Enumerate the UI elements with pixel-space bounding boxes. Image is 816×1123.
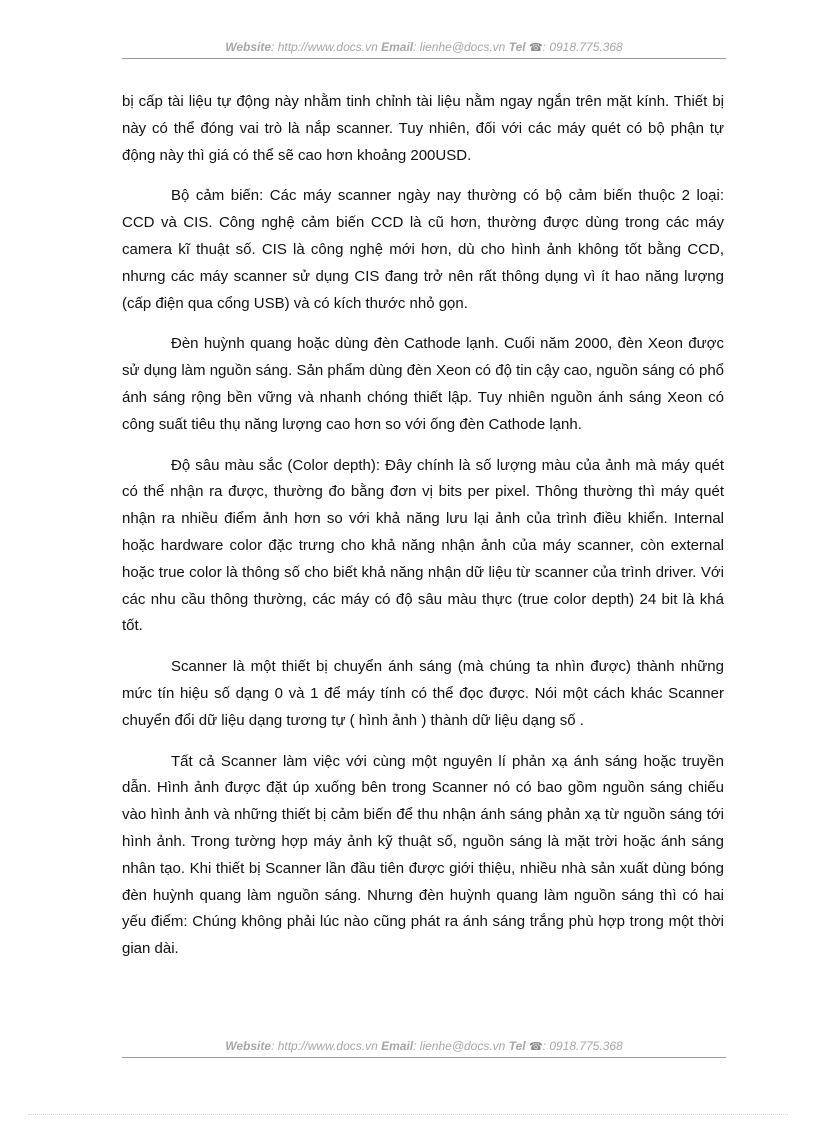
footer-tel-label: Tel bbox=[508, 1039, 526, 1053]
paragraph-5: Scanner là một thiết bị chuyển ánh sáng (mà chúng ta nhìn được) thành những mức tín hiệu số dạng 0 và 1 để máy tính có thể đọc được. Nói một cách khác Scanner chuyển đổi dữ liệu dạng tương tự ( hình ảnh ) thành dữ liệu dạng số . bbox=[122, 658, 724, 729]
footer-website-link[interactable]: : http://www.docs.vn bbox=[271, 1039, 378, 1053]
header-tel-value: : 0918.775.368 bbox=[542, 40, 623, 54]
footer-email-link[interactable]: : lienhe@docs.vn bbox=[413, 1039, 506, 1053]
header-website-label: Website bbox=[225, 40, 272, 54]
phone-icon: ☎ bbox=[528, 1041, 543, 1053]
header-email-link[interactable]: : lienhe@docs.vn bbox=[413, 40, 506, 54]
footer-tel-value: : 0918.775.368 bbox=[542, 1039, 623, 1053]
header-website-link[interactable]: : http://www.docs.vn bbox=[271, 40, 378, 54]
footer-email-label: Email bbox=[381, 1039, 414, 1053]
page-header bbox=[122, 40, 726, 59]
header-email-label: Email bbox=[381, 40, 414, 54]
header-tel-label: Tel bbox=[508, 40, 526, 54]
paragraph-6: Tất cả Scanner làm việc với cùng một nguyên lí phản xạ ánh sáng hoặc truyền dẫn. Hình ảnh được đặt úp xuống bên trong Scanner nó có bao gồm nguồn sáng chiếu vào hình ảnh và những thiết bị cảm biến để thu nhận ánh sáng phản xạ từ nguồn sáng tới hình ảnh. Trong tường hợp máy ảnh kỹ thuật số, nguồn sáng là mặt trời hoặc ánh sáng nhân tạo. Khi thiết bị Scanner lần đầu tiên được giới thiệu, nhiều nhà sản xuất dùng bóng đèn huỳnh quang làm nguồn sáng. Nhưng đèn huỳnh quang làm nguồn sáng thì có hai yếu điểm: Chúng không phải lúc nào cũng phát ra ánh sáng trắng phù hợp trong một thời gian dài. bbox=[122, 752, 724, 958]
footer-website-label: Website bbox=[225, 1039, 272, 1053]
document-body bbox=[122, 89, 724, 977]
phone-icon: ☎ bbox=[528, 42, 543, 54]
page-edge-divider bbox=[28, 1114, 788, 1115]
paragraph-4: Độ sâu màu sắc (Color depth): Đây chính là số lượng màu của ảnh mà máy quét có thể nhận ra được, thường đo bằng đơn vị bits per pixel. Thông thường thì máy quét nhận ra nhiều điểm ảnh hơn so với khả năng lưu lại ảnh của trình điều khiển. Internal hoặc hardware color đặc trưng cho khả năng nhận ảnh của máy scanner, còn external hoặc true color là thông số cho biết khả năng nhận dữ liệu từ scanner của trình driver. Với các nhu cầu thông thường, các máy có độ sâu màu thực (true color depth) 24 bit là khá tốt. bbox=[122, 456, 724, 635]
paragraph-3: Đèn huỳnh quang hoặc dùng đèn Cathode lạnh. Cuối năm 2000, đèn Xeon được sử dụng làm nguồn sáng. Sản phẩm dùng đèn Xeon có độ tin cậy cao, nguồn sáng có phổ ánh sáng rộng bền vững và nhanh chóng thiết lập. Tuy nhiên nguồn ánh sáng Xeon có công suất tiêu thụ năng lượng cao hơn so với ống đèn Cathode lạnh. bbox=[122, 335, 724, 433]
paragraph-1: bị cấp tài liệu tự động này nhằm tinh chỉnh tài liệu nằm ngay ngắn trên mặt kính. Thiết bị này có thể đóng vai trò là nắp scanner. Tuy nhiên, đối với các máy quét có bộ phận tự động này thì giá có thể sẽ cao hơn khoảng 200USD. bbox=[122, 93, 724, 164]
paragraph-2: Bộ cảm biến: Các máy scanner ngày nay thường có bộ cảm biến thuộc 2 loại: CCD và CIS. Công nghệ cảm biến CCD là cũ hơn, thường được dùng trong các máy camera kĩ thuật số. CIS là công nghệ mới hơn, dù cho hình ảnh không tốt bằng CCD, nhưng các máy scanner sử dụng CIS đang trở nên rất thông dụng vì ít hao năng lượng (cấp điện qua cổng USB) và có kích thước nhỏ gọn. bbox=[122, 187, 724, 312]
page-footer bbox=[122, 1039, 726, 1058]
